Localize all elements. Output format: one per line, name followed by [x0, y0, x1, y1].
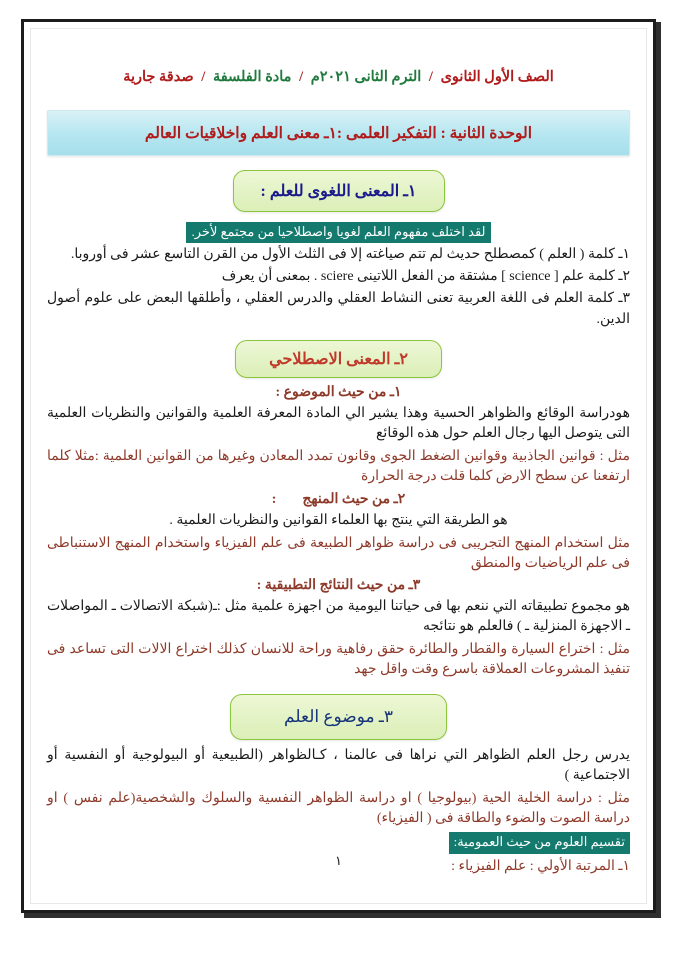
header-charity: صدقة جارية — [123, 69, 194, 85]
header-separator-3: / — [201, 69, 206, 85]
heading-terminological-meaning — [235, 340, 442, 378]
page-content-area — [30, 28, 647, 904]
paragraph-science-example: مثل : دراسة الخلية الحية (بيولوجيا ) او دراسة الظواهر النفسية والسلوك والشخصية(علم نفس ) او دراسة الصوت والضوء والطاقة فى ( الفيزياء) — [47, 790, 630, 826]
list-item: ٢ـ كلمة علم [ science ] مشتقة من الفعل اللاتينى sciere . بمعنى أن يعرف — [221, 269, 630, 285]
subheading-method-colon: : — [271, 491, 277, 507]
document-page — [21, 19, 656, 913]
paragraph-science-body: يدرس رجل العلم الظواهر التي نراها فى عالمنا ، كـالظواهر (الطبيعية أو البيولوجية أو النفسية أو الاجتماعية ) — [47, 747, 630, 783]
subheading-applied-results: ٣ـ من حيث النتائج التطبيقية : — [256, 578, 421, 594]
paragraph-subject-body: هودراسة الوقائع والظواهر الحسية وهذا يشير الي المادة المعرفة العلمية والقوانين والنظريات العلمية التى يتوصل اليها رجال العلم حول هذه الوقائع — [47, 406, 630, 442]
highlight-classification-wrap — [47, 832, 630, 853]
paragraph-method-body: هو الطريقة التي ينتج بها العلماء القوانين والنظريات العلمية . — [169, 512, 508, 528]
heading-linguistic-meaning — [233, 170, 445, 212]
header-grade: الصف الأول الثانوى — [440, 69, 554, 85]
header-term: الترم الثانى ٢٠٢١م — [310, 69, 422, 85]
heading-terminological-meaning-text: ٢ـ المعنى الاصطلاحي — [269, 351, 408, 369]
heading-subject-of-science — [230, 694, 447, 740]
page-number: ١ — [335, 853, 342, 868]
paragraph-applied-body: هو مجموع تطبيقاته التي ننعم بها فى حياتنا اليومية من اجهزة علمية مثل :ـ(شبكة الاتصالات ـ المواصلات ـ الاجهزة المنزلية ـ ) فالعلم هو نتائجه — [47, 599, 630, 635]
list-item: ١ـ كلمة ( العلم ) كمصطلح حديث لم تتم صياغته إلا فى الثلث الأول من القرن التاسع عشر فى أوروبا. — [70, 247, 630, 263]
unit-title-text: الوحدة الثانية : التفكير العلمى :١ـ معنى العلم واخلاقيات العالم — [144, 124, 533, 142]
paragraph-applied-example: مثل : اختراع السيارة والقطار والطائرة حقق رفاهية وراحة للانسان كذلك اختراع الالات التى تساعد فى تنفيذ المشروعات العملاقة باسرع وقت واقل جهد — [47, 642, 630, 677]
paragraph-method-example: مثل استخدام المنهج التجريبى فى دراسة ظواهر الطبيعة فى علم الفيزياء واستخدام المنهج الاستنباطى فى علم الرياضيات والمنطق — [47, 535, 630, 571]
heading-linguistic-meaning-text: ١ـ المعنى اللغوى للعلم : — [260, 183, 417, 200]
heading-subject-of-science-text: ٣ـ موضوع العلم — [284, 706, 393, 726]
highlight-linguistic-text: لقد اختلف مفهوم العلم لغويا واصطلاحيا من مجتمع لأخر. — [186, 222, 490, 243]
subheading-method-text: ٢ـ من حيث المنهج — [302, 491, 406, 507]
header-subject: مادة الفلسفة — [212, 69, 292, 85]
subheading-subject: ١ـ من حيث الموضوع : — [275, 385, 402, 401]
unit-title-bar — [47, 110, 630, 156]
highlight-linguistic-wrap — [47, 222, 630, 243]
header-separator-2: / — [299, 69, 304, 85]
highlight-classification-text: تقسيم العلوم من حيث العمومية: — [449, 832, 630, 853]
paragraph-subject-example: مثل : قوانين الجاذبية وقوانين الضغط الجوى وقانون تمدد المعادن وغيرها من القوانين العلمية :مثلا كلما ارتفعنا عن سطح الارض كلما قلت درجة الحرارة — [47, 449, 630, 484]
document-header — [47, 69, 630, 86]
list-item: ٣ـ كلمة العلم فى اللغة العربية تعنى النشاط العقلي والدرس العقلي ، وأطلقها البعض على علوم أصول الدين. — [47, 291, 630, 328]
subheading-method — [47, 491, 630, 508]
header-separator-1: / — [428, 69, 433, 85]
paragraph-rank-one: ١ـ المرتبة الأولي : علم الفيزياء : — [451, 858, 630, 874]
